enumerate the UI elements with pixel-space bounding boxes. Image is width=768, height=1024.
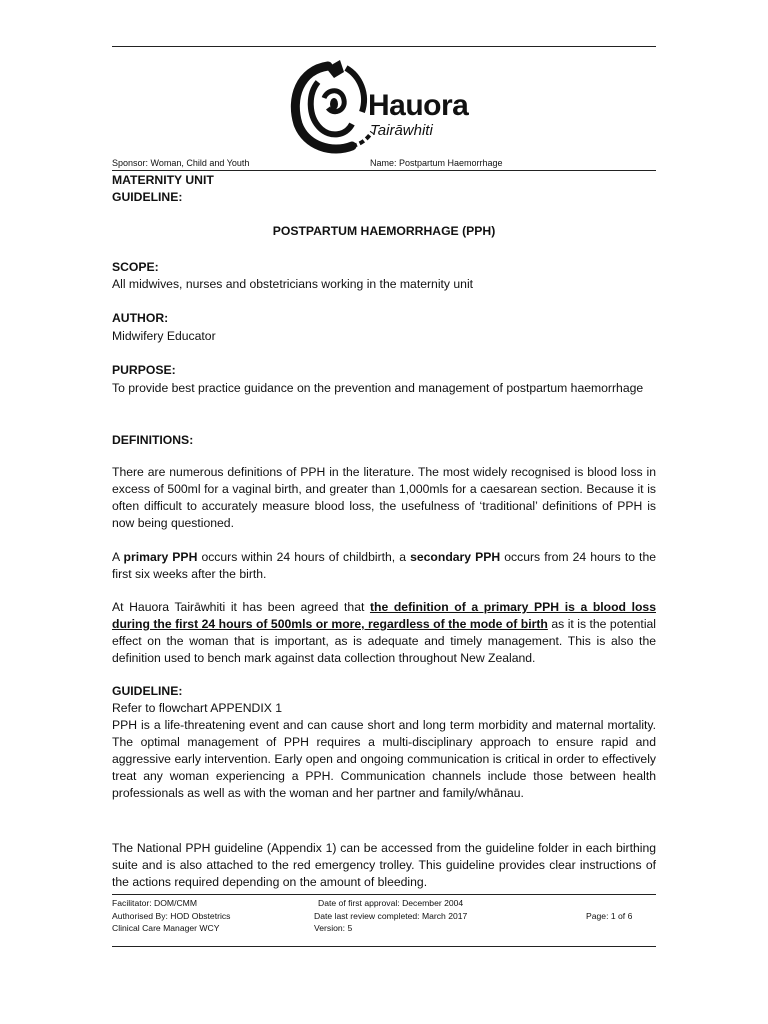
primary-pph-term: primary PPH (123, 550, 198, 564)
scope-heading: SCOPE: (112, 260, 159, 274)
footer-authorised: Authorised By: HOD Obstetrics (112, 911, 231, 921)
guideline-heading: GUIDELINE: (112, 684, 183, 698)
footer-bottom-rule (112, 946, 656, 947)
footer-facilitator: Facilitator: DOM/CMM (112, 898, 197, 908)
logo-subtitle: Tairāwhiti (370, 122, 433, 139)
definitions-paragraph-2 (112, 549, 656, 583)
secondary-pph-term: secondary PPH (410, 550, 501, 564)
guideline-paragraph-2: The National PPH guideline (Appendix 1) can be accessed from the guideline folder in each birthing suite and is also attached to the red emergency trolley. This guideline provides clear instructions of the actions required depending on the amount of bleeding. (112, 841, 656, 889)
text-run: as it is the potential effect on the woman that is important, as is adequate and timely management. This is also the definition used to bench mark against data collection throughout New Zealand. (112, 617, 657, 665)
text-run: A (112, 550, 124, 564)
definitions-paragraph-3 (112, 599, 656, 667)
purpose-text: To provide best practice guidance on the prevention and management of postpartum haemorrhage (112, 381, 644, 395)
footer-top-rule (112, 894, 656, 895)
unit-label: MATERNITY UNIT (112, 173, 214, 187)
footer-first-approval: Date of first approval: December 2004 (318, 898, 464, 908)
logo-wordmark: Hauora (368, 89, 469, 122)
header-rule (112, 170, 656, 171)
document-name-text: Name: Postpartum Haemorrhage (370, 158, 503, 168)
guideline-refer-text: Refer to flowchart APPENDIX 1 (112, 701, 283, 715)
text-run: occurs from 24 hours to the first six weeks after the birth. (112, 550, 656, 581)
guideline-type-label: GUIDELINE: (112, 190, 183, 204)
text-run: At Hauora Tairāwhiti it has been agreed that (112, 600, 370, 614)
text-run: occurs within 24 hours of childbirth, a (197, 550, 411, 564)
author-text: Midwifery Educator (112, 329, 216, 343)
definitions-paragraph-1: There are numerous definitions of PPH in the literature. The most widely recognised is blood loss in excess of 500ml for a vaginal birth, and greater than 1,000mls for a caesarean section. Because it is often difficult to accurately measure blood loss, the usefulness of ‘traditional’ definitions of PPH is now being questioned. (112, 465, 656, 530)
purpose-heading: PURPOSE: (112, 363, 176, 377)
footer-manager: Clinical Care Manager WCY (112, 923, 220, 933)
footer-last-review: Date last review completed: March 2017 (314, 911, 468, 921)
hauora-logo (288, 58, 488, 158)
footer-page-number: Page: 1 of 6 (586, 911, 633, 921)
scope-text: All midwives, nurses and obstetricians working in the maternity unit (112, 277, 474, 291)
page-title: POSTPARTUM HAEMORRHAGE (PPH) (272, 224, 496, 238)
author-heading: AUTHOR: (112, 311, 169, 325)
primary-pph-definition: the definition of a primary PPH is a blood loss during the first 24 hours of 500mls or more, regardless of the mode of birth (112, 600, 656, 631)
sponsor-text: Sponsor: Woman, Child and Youth (112, 158, 250, 168)
footer-version: Version: 5 (314, 923, 353, 933)
top-rule (112, 46, 656, 47)
guideline-paragraph-1: PPH is a life-threatening event and can cause short and long term morbidity and maternal mortality. The optimal management of PPH requires a multi-disciplinary approach to ensure rapid and aggressive early intervention. Early open and ongoing communication is critical in order to effectively treat any woman experiencing a PPH. Communication channels include those between health professionals as well as with the woman and her partner and family/whānau. (112, 718, 656, 800)
definitions-heading: DEFINITIONS: (112, 433, 194, 447)
